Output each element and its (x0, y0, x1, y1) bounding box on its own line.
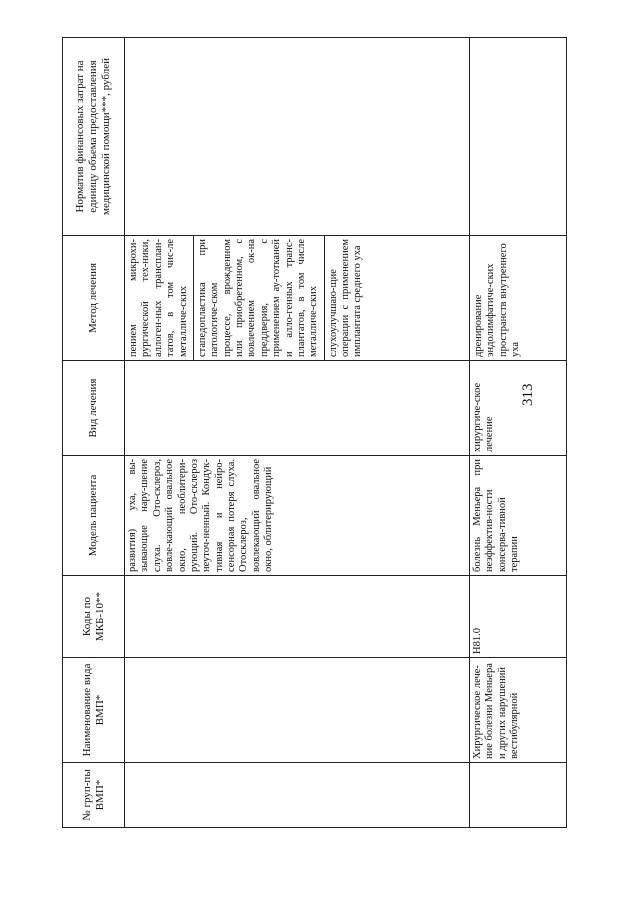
cell-cost-norm (125, 38, 470, 236)
cell-group-no (125, 763, 470, 828)
cell-cost-norm (470, 38, 567, 236)
cell-vmp-type (125, 658, 470, 763)
cell-icd-codes (125, 576, 470, 658)
method-item: слухоулучшаю-щие операции с применением имплантата среднего уха (324, 236, 368, 360)
rotated-table-container (62, 38, 566, 828)
method-item: стапедопластика при патологиче-ском процессе, врожденном или приобретенном, с вовлечением ок-на преддверия, с применением ау-тотканей и алло-генных транс-плантатов, в том числе металличе-ских (193, 236, 324, 360)
cell-vmp-type: Хирургическое лече-ние болезни Меньера и других нарушений вестибулярной (470, 658, 567, 763)
cell-treatment-type (125, 361, 470, 456)
cell-patient-model: болезнь Меньера при неэффектив-ности консерва-тивной терапии (470, 456, 567, 576)
header-patient-model: Модель пациента (63, 456, 125, 576)
method-item: пением микрохи-рургической тех-ники, аллоген-ных трансплан-татов, в том чис-ле металличе-ских (128, 239, 189, 357)
method-item: дренирование эндолимфатиче-ских пространств внутреннего уха (473, 243, 522, 357)
cell-treatment-type: хирургиче-ское лечение (470, 361, 567, 456)
header-treatment-type: Вид лечения (63, 361, 125, 456)
header-icd-codes: Коды по МКБ-10** (63, 576, 125, 658)
header-vmp-type: Наименование вида ВМП* (63, 658, 125, 763)
table-row (470, 38, 567, 828)
cell-icd-codes: H81.0 (470, 576, 567, 658)
header-group-no: № груп-пы ВМП* (63, 763, 125, 828)
cell-treatment-method (470, 236, 567, 361)
page-number: 313 (520, 383, 536, 406)
header-treatment-method: Метод лечения (63, 236, 125, 361)
cell-treatment-method (125, 236, 470, 361)
vmp-table (62, 37, 567, 828)
header-row (63, 38, 125, 828)
table-row (125, 38, 470, 828)
cell-group-no (470, 763, 567, 828)
cell-patient-model: развития) уха, вы-зывающие нару-шение слуха. Ото-склероз, вовле-кающий овальное окно, необлитери-рующий. Ото-склероз неуточ-ненный. Кондук-тивная и нейро-сенсорная потеря слуха. Отосклероз, вовлекающий овальное окно, облитерирующий (125, 456, 470, 576)
header-cost-norm: Норматив финансовых затрат на единицу объема предоставления медицинской помощи***, рублей (63, 38, 125, 236)
